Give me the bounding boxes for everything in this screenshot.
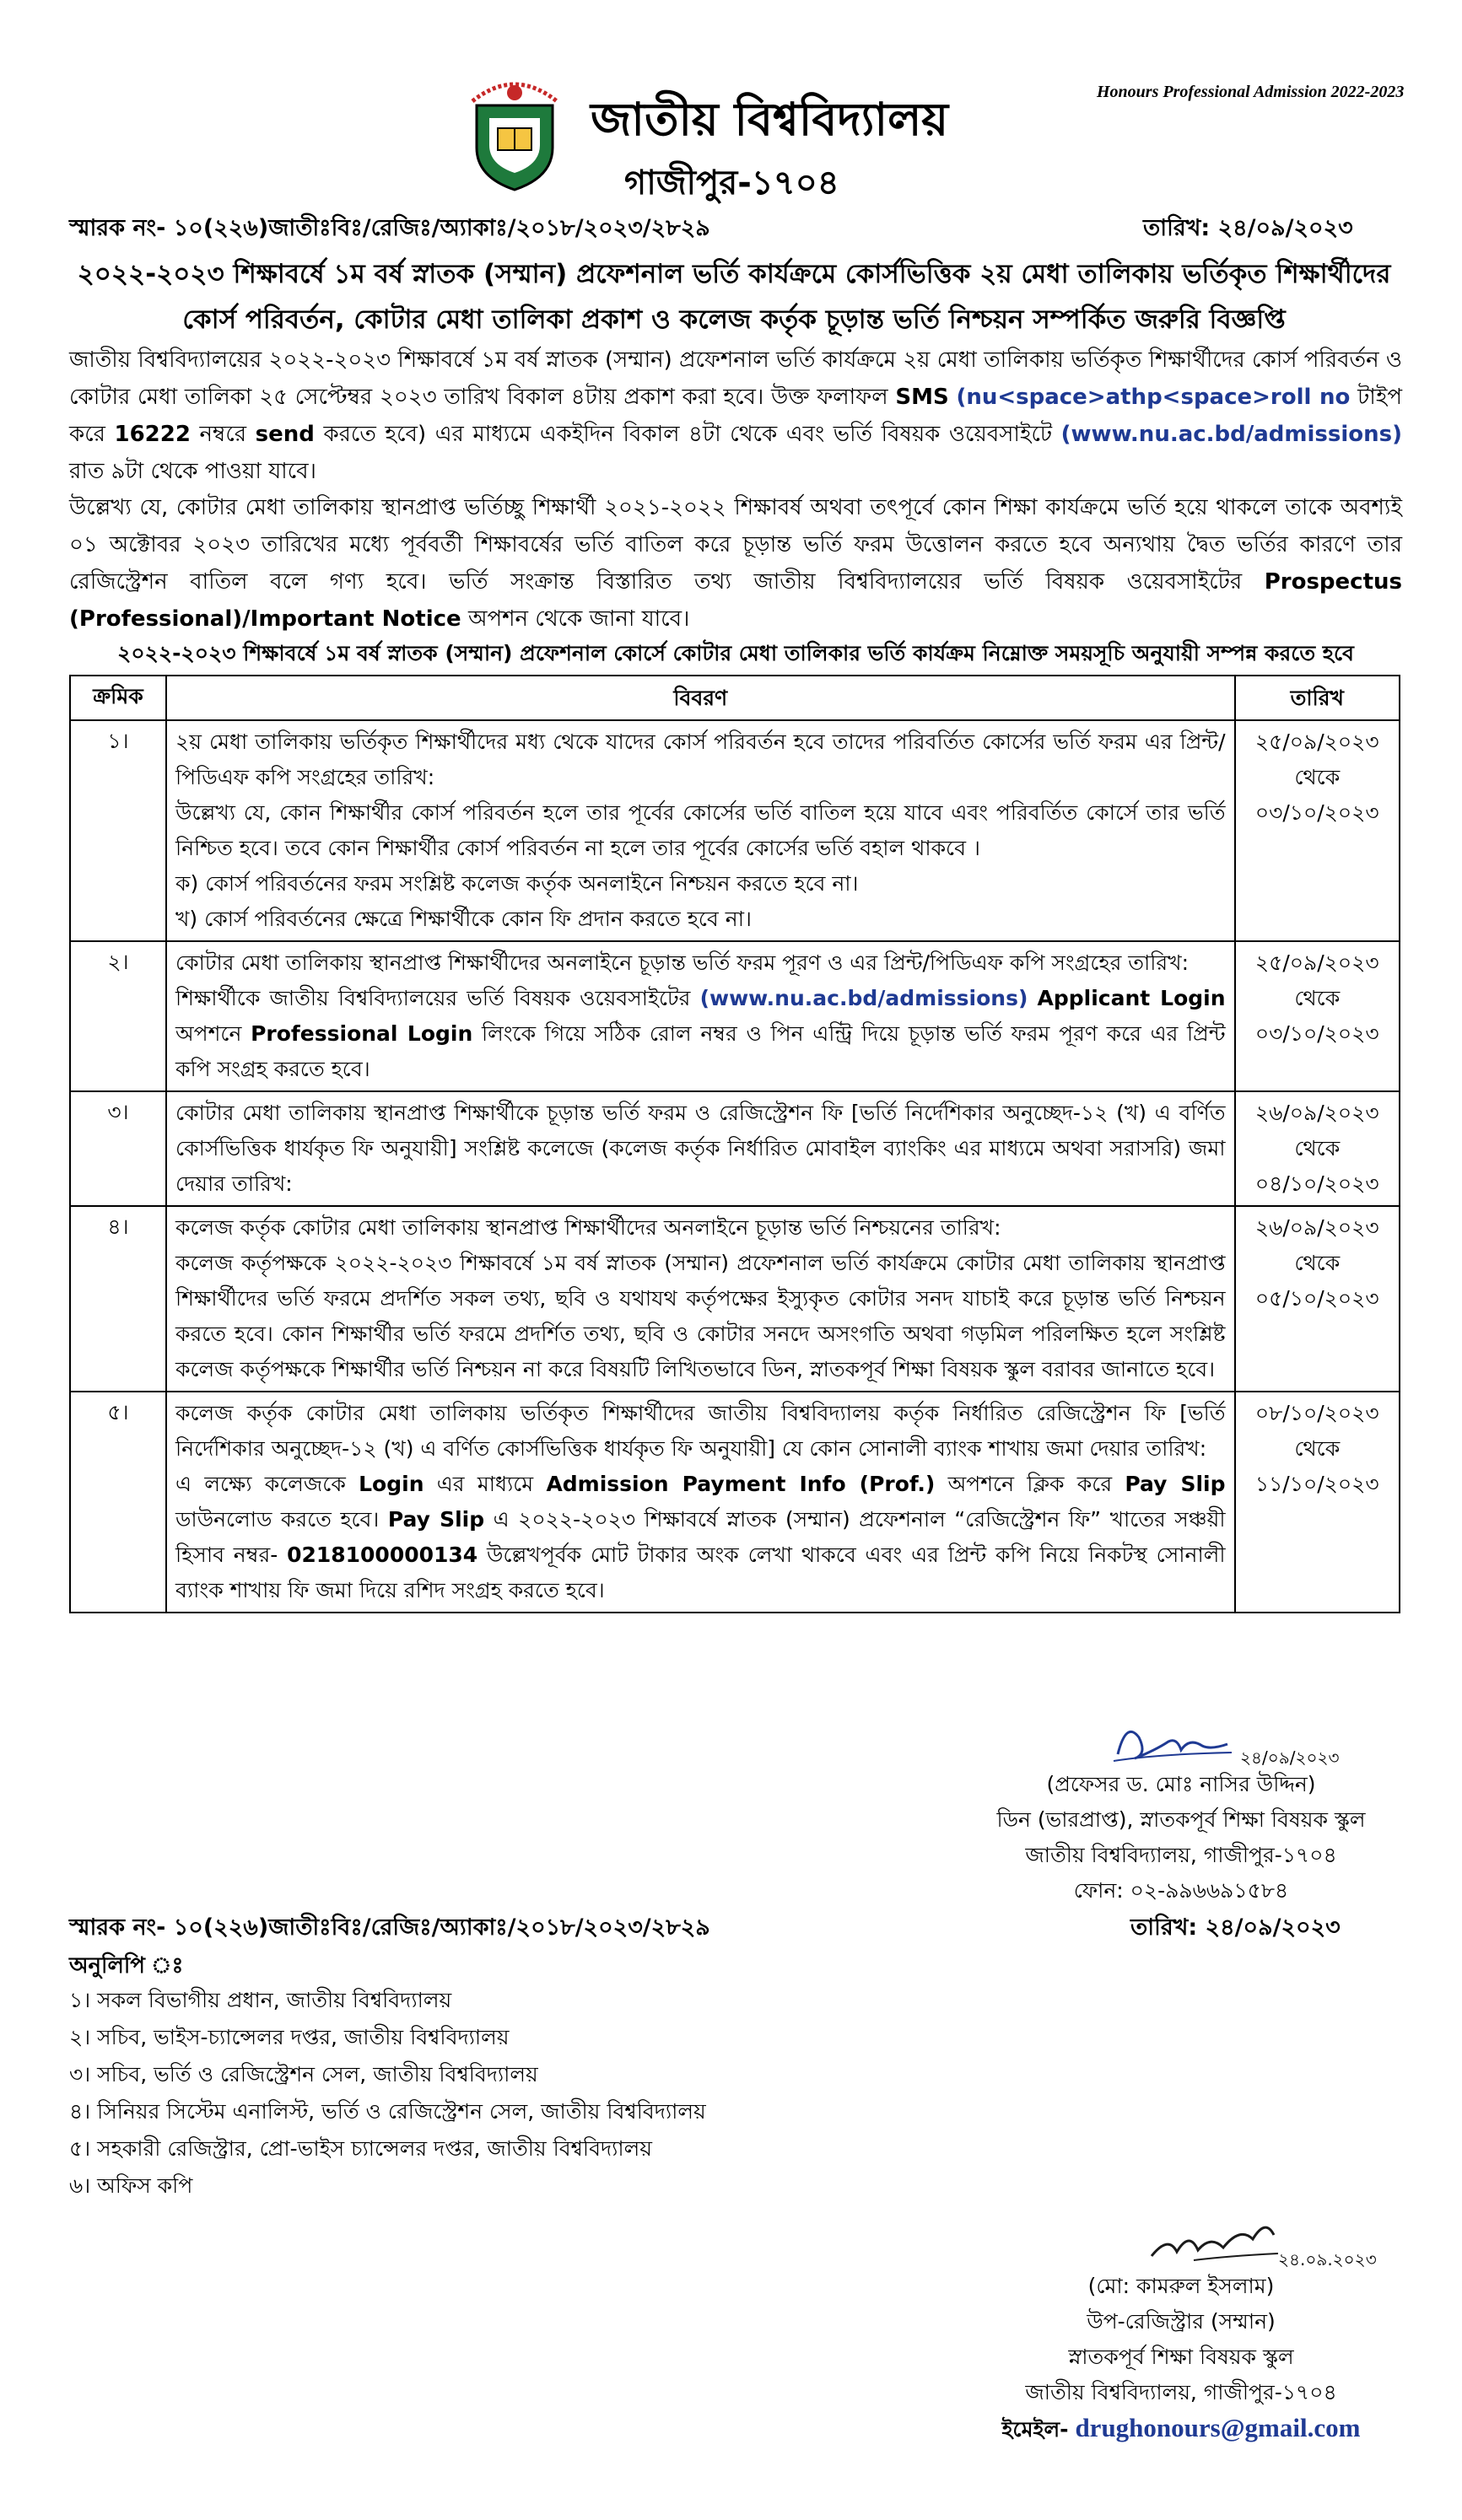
para1-text-4: করতে হবে) এর মাধ্যমে একইদিন বিকাল ৪টা থেকে এবং ভর্তি বিষয়ক ওয়েবসাইটে	[323, 422, 1053, 447]
sms-number: 16222	[114, 422, 191, 447]
signature-date: ২৪.০৯.২০২৩	[1278, 2249, 1377, 2270]
row-date	[1235, 1206, 1400, 1392]
desc-line	[175, 1467, 1226, 1608]
para2-text-1: উল্লেখ্য যে, কোটার মেধা তালিকায় স্থানপ্রাপ্ত ভর্তিচ্ছু শিক্ষার্থী ২০২১-২০২২ শিক্ষাবর্ষ অথবা তৎপূর্বে কোন শিক্ষা কার্যক্রমে ভর্তি হয়ে থাকলে তাকে অবশ্যই ০১ অক্টোবর ২০২৩ তারিখের মধ্যে পূর্ববর্তী শিক্ষাবর্ষের ভর্তি বাতিল করে চূড়ান্ত ভর্তি ফরম উত্তোলন করতে হবে অন্যথায় দ্বৈত ভর্তির কারণে তার রেজিস্ট্রেশন বাতিল বলে গণ্য হবে। ভর্তি সংক্রান্ত বিস্তারিত তথ্য জাতীয় বিশ্ববিদ্যালয়ের ভর্তি বিষয়ক ওয়েবসাইটের	[69, 495, 1402, 595]
schedule-table	[69, 675, 1400, 1613]
pay-slip-label: Pay Slip	[387, 1507, 485, 1532]
table-row	[70, 941, 1400, 1091]
prospectus-label: Prospectus (Professional)/Important Notice	[69, 569, 1402, 632]
account-number: 0218100000134	[287, 1543, 478, 1567]
desc-line	[175, 981, 1226, 1087]
date-from: ২৬/০৯/২০২৩	[1254, 1101, 1379, 1125]
date-from: ০৮/১০/২০২৩	[1254, 1401, 1379, 1425]
desc-text: এ লক্ষ্যে কলেজকে	[175, 1472, 346, 1496]
email-link[interactable]: drughonours@gmail.com	[1075, 2413, 1361, 2442]
signer-designation: উপ-রেজিস্ট্রার (সম্মান)	[1087, 2309, 1276, 2334]
desc-line: কলেজ কর্তৃক কোটার মেধা তালিকায় ভর্তিকৃত শিক্ষার্থীদের জাতীয় বিশ্ববিদ্যালয় কর্তৃক নির্ধারিত রেজিস্ট্রেশন ফি [ভর্তি নির্দেশিকার অনুচ্ছেদ-১২ (খ) এ বর্ণিত কোর্সভিত্তিক ধার্যকৃত ফি অনুযায়ী] যে কোন সোনালী ব্যাংক শাখায় জমা দেয়ার তারিখ:	[175, 1401, 1226, 1461]
row-date	[1235, 720, 1400, 941]
login-label: Login	[359, 1472, 424, 1496]
date-separator: থেকে	[1294, 765, 1341, 789]
desc-line: খ) কোর্স পরিবর্তনের ক্ষেত্রে শিক্ষার্থীকে কোন ফি প্রদান করতে হবে না।	[175, 907, 752, 931]
desc-text: ডাউনলোড করতে হবে।	[175, 1507, 380, 1532]
row-description	[166, 941, 1235, 1091]
desc-line: কলেজ কর্তৃপক্ষকে ২০২২-২০২৩ শিক্ষাবর্ষে ১ম বর্ষ স্নাতক (সম্মান) প্রফেশনাল ভর্তি কার্যক্রমে কোটার মেধা তালিকায় স্থানপ্রাপ্ত শিক্ষার্থীদের ভর্তি ফরমে প্রদর্শিত সকল তথ্য, ছবি ও যথাযথ কর্তৃপক্ষের ইস্যুকৃত কোটার সনদ যাচাই করে চূড়ান্ত ভর্তি নিশ্চয়ন করতে হবে। কোন শিক্ষার্থীর ভর্তি ফরমে প্রদর্শিত তথ্য, ছবি ও কোটার সনদে অসংগতি অথবা গড়মিল পরিলক্ষিত হলে সংশ্লিষ্ট কলেজ কর্তৃপক্ষকে শিক্ষার্থীর ভর্তি নিশ্চয়ন না করে বিষয়টি লিখিতভাবে ডিন, স্নাতকপূর্ব শিক্ষা বিষয়ক স্কুল বরাবর জানাতে হবে।	[175, 1251, 1226, 1381]
row-date	[1235, 1091, 1400, 1206]
signer-name: (প্রফেসর ড. মোঃ নাসির উদ্দিন)	[1046, 1772, 1316, 1796]
desc-text: অপশনে ক্লিক করে	[947, 1472, 1113, 1496]
row-date	[1235, 941, 1400, 1091]
date-separator: থেকে	[1294, 986, 1341, 1010]
send-label: send	[255, 422, 315, 447]
professional-login-label: Professional Login	[251, 1021, 473, 1046]
date-to: ১১/১০/২০২৩	[1254, 1472, 1379, 1496]
sms-label: SMS	[895, 385, 949, 410]
admission-website-link[interactable]: (www.nu.ac.bd/admissions)	[699, 986, 1028, 1010]
email-label: ইমেইল-	[1001, 2417, 1069, 2442]
desc-line: কলেজ কর্তৃক কোটার মেধা তালিকায় স্থানপ্রাপ্ত শিক্ষার্থীদের অনলাইনে চূড়ান্ত ভর্তি নিশ্চয়নের তারিখ:	[175, 1215, 1001, 1240]
list-item: ১। সকল বিভাগীয় প্রধান, জাতীয় বিশ্ববিদ্যালয়	[69, 1988, 452, 2012]
para2-text-2: অপশন থেকে জানা যাবে।	[467, 606, 690, 632]
university-seal-icon	[456, 67, 574, 194]
signer-designation: ডিন (ভারপ্রাপ্ত), স্নাতকপূর্ব শিক্ষা বিষয়ক স্কুল	[996, 1807, 1366, 1832]
date-separator: থেকে	[1294, 1136, 1341, 1160]
table-header-row	[70, 676, 1400, 720]
desc-text: এর মাধ্যমে	[436, 1472, 534, 1496]
pay-slip-label: Pay Slip	[1125, 1472, 1226, 1496]
table-row	[70, 1206, 1400, 1392]
university-name: জাতীয় বিশ্ববিদ্যালয়	[591, 93, 949, 146]
list-item: ৪। সিনিয়র সিস্টেম এনালিস্ট, ভর্তি ও রেজিস্ট্রেশন সেল, জাতীয় বিশ্ববিদ্যালয়	[69, 2099, 706, 2124]
signature-date: ২৪/০৯/২০২৩	[1240, 1747, 1340, 1768]
table-row	[70, 720, 1400, 941]
desc-line: ক) কোর্স পরিবর্তনের ফরম সংশ্লিষ্ট কলেজ কর্তৃক অনলাইনে নিশ্চয়ন করতে হবে না।	[175, 871, 859, 896]
desc-line: ২য় মেধা তালিকায় ভর্তিকৃত শিক্ষার্থীদের মধ্য থেকে যাদের কোর্স পরিবর্তন হবে তাদের পরিবর্তিত কোর্সের ভর্তি ফরম এর প্রিন্ট/পিডিএফ কপি সংগ্রহের তারিখ:	[175, 730, 1226, 789]
memo-date: তারিখ: ২৪/০৯/২০২৩	[1130, 1914, 1341, 1941]
table-row	[70, 1392, 1400, 1613]
row-description	[166, 1392, 1235, 1613]
signer-block	[979, 1767, 1384, 1909]
date-to: ০৪/১০/২০২৩	[1254, 1171, 1379, 1196]
signer-name: (মো: কামরুল ইসলাম)	[1087, 2274, 1275, 2298]
date-to: ০৫/১০/২০২৩	[1254, 1286, 1379, 1311]
row-serial: ৩।	[70, 1091, 166, 1206]
university-address: গাজীপুর-১৭০৪	[624, 164, 839, 202]
memo-number: স্মারক নং- ১০(২২৬)জাতীঃবিঃ/রেজিঃ/অ্যাকাঃ/২০১৮/২০২৩/২৮২৯	[69, 1914, 710, 1941]
list-item: ৫। সহকারী রেজিস্ট্রার, প্রো-ভাইস চ্যান্সেলর দপ্তর, জাতীয় বিশ্ববিদ্যালয়	[69, 2136, 652, 2161]
date-from: ২৫/০৯/২০২৩	[1254, 950, 1379, 975]
desc-line: উল্লেখ্য যে, কোন শিক্ষার্থীর কোর্স পরিবর্তন হলে তার পূর্বের কোর্সের ভর্তি বাতিল হয়ে যাবে এবং পরিবর্তিত কোর্সে তার ভর্তি নিশ্চিত হবে। তবে কোন শিক্ষার্থীর কোর্স পরিবর্তন না হলে তার পূর্বের কোর্সের ভর্তি বহাল থাকবে ।	[175, 800, 1226, 860]
desc-text: লিংকে গিয়ে সঠিক রোল নম্বর ও পিন এন্ট্রি দিয়ে চূড়ান্ত ভর্তি ফরম পূরণ করে এর প্রিন্ট কপি সংগ্রহ করতে হবে।	[175, 1021, 1226, 1081]
header-date: তারিখ	[1235, 676, 1400, 720]
row-serial: ৪।	[70, 1206, 166, 1392]
desc-line: কোটার মেধা তালিকায় স্থানপ্রাপ্ত শিক্ষার্থীকে চূড়ান্ত ভর্তি ফরম ও রেজিস্ট্রেশন ফি [ভর্তি নির্দেশিকার অনুচ্ছেদ-১২ (খ) এ বর্ণিত কোর্সভিত্তিক ধার্যকৃত ফি অনুযায়ী] সংশ্লিষ্ট কলেজে (কলেজ কর্তৃক নির্ধারিত মোবাইল ব্যাংকিং এর মাধ্যমে অথবা সরাসরি) জমা দেয়ার তারিখ:	[175, 1101, 1226, 1196]
intro-paragraph	[69, 342, 1402, 490]
header-serial: ক্রমিক	[70, 676, 166, 720]
memo-date: তারিখ: ২৪/০৯/২০২৩	[1143, 215, 1353, 241]
header-note: Honours Professional Admission 2022-2023	[1097, 83, 1405, 101]
row-serial: ৫।	[70, 1392, 166, 1613]
date-from: ২৫/০৯/২০২৩	[1254, 730, 1379, 754]
admission-website-link[interactable]: (www.nu.ac.bd/admissions)	[1060, 422, 1403, 447]
row-description	[166, 1091, 1235, 1206]
schedule-heading: ২০২২-২০২৩ শিক্ষাবর্ষে ১ম বর্ষ স্নাতক (সম্মান) প্রফেশনাল কোর্সে কোটার মেধা তালিকার ভর্তি কার্যক্রম নিম্নোক্ত সময়সূচি অনুযায়ী সম্পন্ন করতে হবে	[117, 641, 1354, 665]
row-description	[166, 1206, 1235, 1392]
row-serial: ১।	[70, 720, 166, 941]
list-item: ২। সচিব, ভাইস-চ্যান্সেলর দপ্তর, জাতীয় বিশ্ববিদ্যালয়	[69, 2025, 510, 2049]
row-date	[1235, 1392, 1400, 1613]
desc-text: উল্লেখপূর্বক মোট টাকার অংক লেখা থাকবে এবং এর প্রিন্ট কপি নিয়ে নিকটস্থ সোনালী ব্যাংক শাখায় ফি জমা দিয়ে রশিদ সংগ্রহ করতে হবে।	[175, 1543, 1226, 1602]
sms-format: (nu<space>athp<space>roll no	[956, 385, 1351, 410]
row-serial: ২।	[70, 941, 166, 1091]
header-description: বিবরণ	[166, 676, 1235, 720]
signer-phone: ফোন: ০২-৯৯৬৬৯১৫৮৪	[1073, 1878, 1289, 1903]
signer-organization: জাতীয় বিশ্ববিদ্যালয়, গাজীপুর-১৭০৪	[1025, 1843, 1337, 1867]
copies-list	[69, 1982, 706, 2205]
admission-payment-info-label: Admission Payment Info (Prof.)	[546, 1472, 936, 1496]
notice-paragraph	[69, 489, 1402, 638]
applicant-login-label: Applicant Login	[1037, 986, 1226, 1010]
date-to: ০৩/১০/২০২৩	[1254, 1021, 1379, 1046]
notice-title: ২০২২-২০২৩ শিক্ষাবর্ষে ১ম বর্ষ স্নাতক (সম্মান) প্রফেশনাল ভর্তি কার্যক্রমে কোর্সভিত্তিক ২য় মেধা তালিকায় ভর্তিকৃত শিক্ষার্থীদের কোর্স পরিবর্তন, কোটার মেধা তালিকা প্রকাশ ও কলেজ কর্তৃক চূড়ান্ত ভর্তি নিশ্চয়ন সম্পর্কিত জরুরি বিজ্ঞপ্তি	[77, 259, 1391, 335]
signer-block	[979, 2269, 1384, 2447]
date-to: ০৩/১০/২০২৩	[1254, 800, 1379, 825]
date-separator: থেকে	[1294, 1436, 1341, 1461]
para1-text-5: রাত ৯টা থেকে পাওয়া যাবে।	[69, 459, 316, 484]
desc-text: শিক্ষার্থীকে জাতীয় বিশ্ববিদ্যালয়ের ভর্তি বিষয়ক ওয়েবসাইটের	[175, 986, 691, 1010]
date-separator: থেকে	[1294, 1251, 1341, 1275]
signer-organization: জাতীয় বিশ্ববিদ্যালয়, গাজীপুর-১৭০৪	[1025, 2380, 1337, 2404]
para1-text-1: জাতীয় বিশ্ববিদ্যালয়ের ২০২২-২০২৩ শিক্ষাবর্ষে ১ম বর্ষ স্নাতক (সম্মান) প্রফেশনাল ভর্তি কার্যক্রমে ২য় মেধা তালিকায় ভর্তিকৃত শিক্ষার্থীদের কোর্স পরিবর্তন ও কোটার মেধা তালিকা ২৫ সেপ্টেম্বর ২০২৩ তারিখ বিকাল ৪টায় প্রকাশ করা হবে। উক্ত ফলাফল	[69, 347, 1402, 410]
signer-email-row	[979, 2410, 1384, 2447]
handwritten-signature	[1105, 1712, 1240, 1771]
row-description	[166, 720, 1235, 941]
signer-school: স্নাতকপূর্ব শিক্ষা বিষয়ক স্কুল	[1068, 2345, 1294, 2369]
memo-number: স্মারক নং- ১০(২২৬)জাতীঃবিঃ/রেজিঃ/অ্যাকাঃ/২০১৮/২০২৩/২৮২৯	[69, 215, 710, 241]
para1-text-2: টাইপ করে	[69, 385, 1402, 447]
list-item: ৬। অফিস কপি	[69, 2173, 193, 2198]
list-item: ৩। সচিব, ভর্তি ও রেজিস্ট্রেশন সেল, জাতীয় বিশ্ববিদ্যালয়	[69, 2062, 538, 2087]
handwritten-signature	[1143, 2210, 1287, 2269]
copies-label: অনুলিপি ঃ	[69, 1953, 184, 1979]
table-row	[70, 1091, 1400, 1206]
date-from: ২৬/০৯/২০২৩	[1254, 1215, 1379, 1240]
desc-text: এ ২০২২-২০২৩ শিক্ষাবর্ষে স্নাতক (সম্মান) প্রফেশনাল “রেজিস্ট্রেশন ফি” খাতের সঞ্চয়ী হিসাব নম্বর-	[175, 1507, 1226, 1567]
para1-text-3: নম্বরে	[199, 422, 247, 447]
desc-text: অপশনে	[175, 1021, 242, 1046]
desc-line: কোটার মেধা তালিকায় স্থানপ্রাপ্ত শিক্ষার্থীদের অনলাইনে চূড়ান্ত ভর্তি ফরম পূরণ ও এর প্রিন্ট/পিডিএফ কপি সংগ্রহের তারিখ:	[175, 950, 1190, 975]
